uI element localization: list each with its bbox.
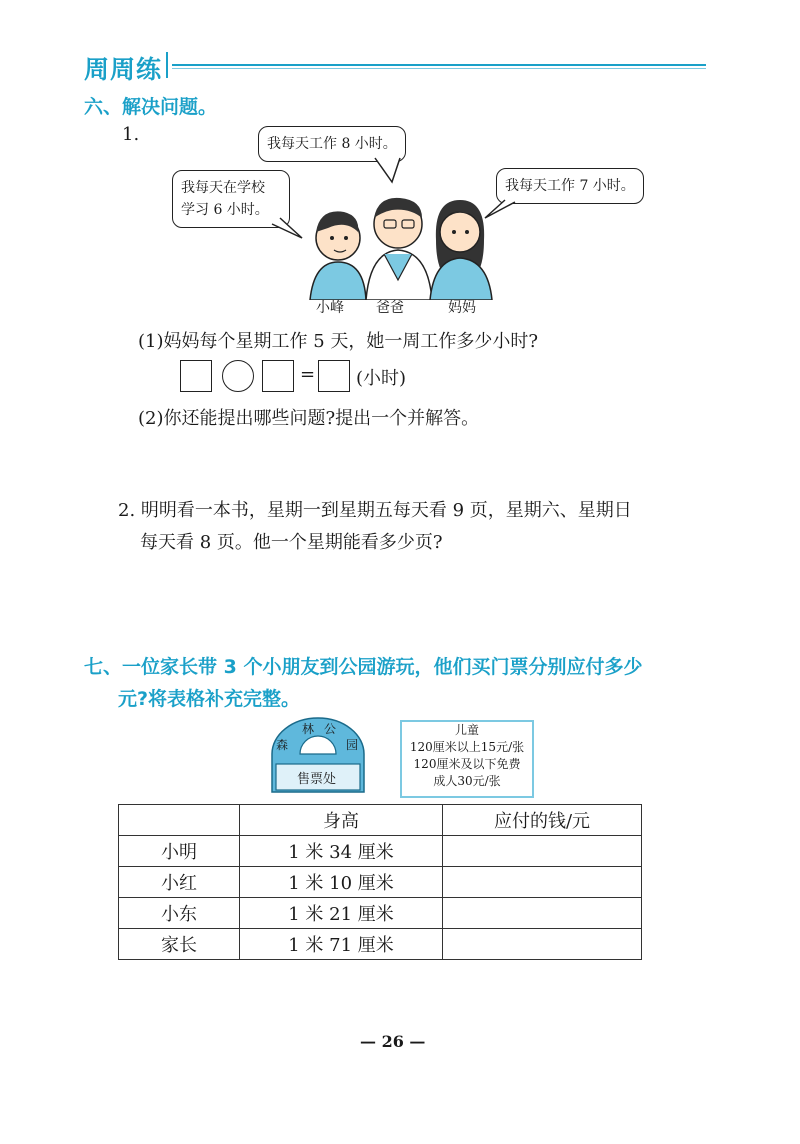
row-cost-input[interactable] — [443, 898, 642, 929]
page-title: 周周练 — [84, 55, 163, 84]
mom-speech-bubble: 我每天工作 7 小时。 — [496, 168, 644, 204]
row-height: 1 米 21 厘米 — [240, 898, 443, 929]
boy-figure — [310, 211, 366, 300]
dad-bubble-tail — [375, 158, 400, 182]
table-header-row — [119, 805, 642, 836]
question-1-part-2: (2)你还能提出哪些问题?提出一个并解答。 — [138, 408, 480, 429]
table-header-height: 身高 — [240, 805, 443, 836]
ticket-booth-label: 售票处 — [297, 772, 337, 787]
unit-hours: (小时) — [356, 368, 407, 389]
answer-box-result[interactable] — [318, 360, 350, 392]
son-bubble-tail — [272, 218, 302, 238]
mom-figure — [430, 200, 492, 300]
sign-line-3: 120厘米及以下免费 — [413, 757, 521, 771]
dad-speech-bubble: 我每天工作 8 小时。 — [258, 126, 406, 162]
row-cost-input[interactable] — [443, 836, 642, 867]
mom-bubble-tail — [485, 200, 515, 218]
question-2-line-2: 每天看 8 页。他一个星期能看多少页? — [140, 532, 443, 553]
ticket-price-sign — [400, 720, 534, 798]
name-mom: 妈妈 — [448, 300, 476, 316]
family-illustration — [160, 120, 680, 300]
sign-line-1: 儿童 — [454, 723, 479, 737]
page-number: — 26 — — [360, 1032, 426, 1051]
son-speech-line1: 我每天在学校 — [181, 180, 265, 196]
gate-char-3: 公 — [324, 722, 337, 736]
row-cost-input[interactable] — [443, 867, 642, 898]
gate-char-1: 森 — [276, 738, 289, 752]
row-name: 家长 — [119, 929, 240, 960]
table-row — [119, 836, 642, 867]
son-speech-line2: 学习 6 小时。 — [181, 202, 269, 218]
gate-char-2: 林 — [302, 722, 315, 736]
header-divider — [166, 52, 168, 78]
section-7-heading-line-1: 七、一位家长带 3 个小朋友到公园游玩，他们买门票分别应付多少 — [84, 656, 643, 678]
ticket-cost-table — [118, 804, 642, 960]
sign-line-2: 120厘米以上15元/张 — [409, 740, 525, 754]
question-1-number: 1. — [122, 124, 140, 145]
row-cost-input[interactable] — [443, 929, 642, 960]
row-height: 1 米 10 厘米 — [240, 867, 443, 898]
table-header-name — [119, 805, 240, 836]
gate-char-4: 园 — [346, 738, 359, 752]
section-7-heading-line-2: 元?将表格补充完整。 — [118, 688, 301, 710]
header-rule — [172, 64, 706, 66]
equals-sign: = — [300, 364, 316, 385]
table-header-cost: 应付的钱/元 — [443, 805, 642, 836]
name-dad: 爸爸 — [376, 300, 404, 316]
row-height: 1 米 34 厘米 — [240, 836, 443, 867]
row-name: 小红 — [119, 867, 240, 898]
header-rule-thin — [172, 68, 706, 69]
operator-circle[interactable] — [222, 360, 254, 392]
question-1-part-1: (1)妈妈每个星期工作 5 天，她一周工作多少小时? — [138, 331, 539, 352]
section-6-heading: 六、解决问题。 — [84, 96, 218, 118]
table-row — [119, 867, 642, 898]
question-2-line-1: 2. 明明看一本书，星期一到星期五每天看 9 页，星期六、星期日 — [118, 500, 632, 521]
dad-figure — [366, 198, 432, 300]
row-height: 1 米 71 厘米 — [240, 929, 443, 960]
answer-box-factor-1[interactable] — [180, 360, 212, 392]
row-name: 小明 — [119, 836, 240, 867]
row-name: 小东 — [119, 898, 240, 929]
table-row — [119, 898, 642, 929]
name-son: 小峰 — [316, 300, 344, 316]
answer-box-factor-2[interactable] — [262, 360, 294, 392]
sign-line-4: 成人30元/张 — [433, 774, 501, 788]
table-row — [119, 929, 642, 960]
